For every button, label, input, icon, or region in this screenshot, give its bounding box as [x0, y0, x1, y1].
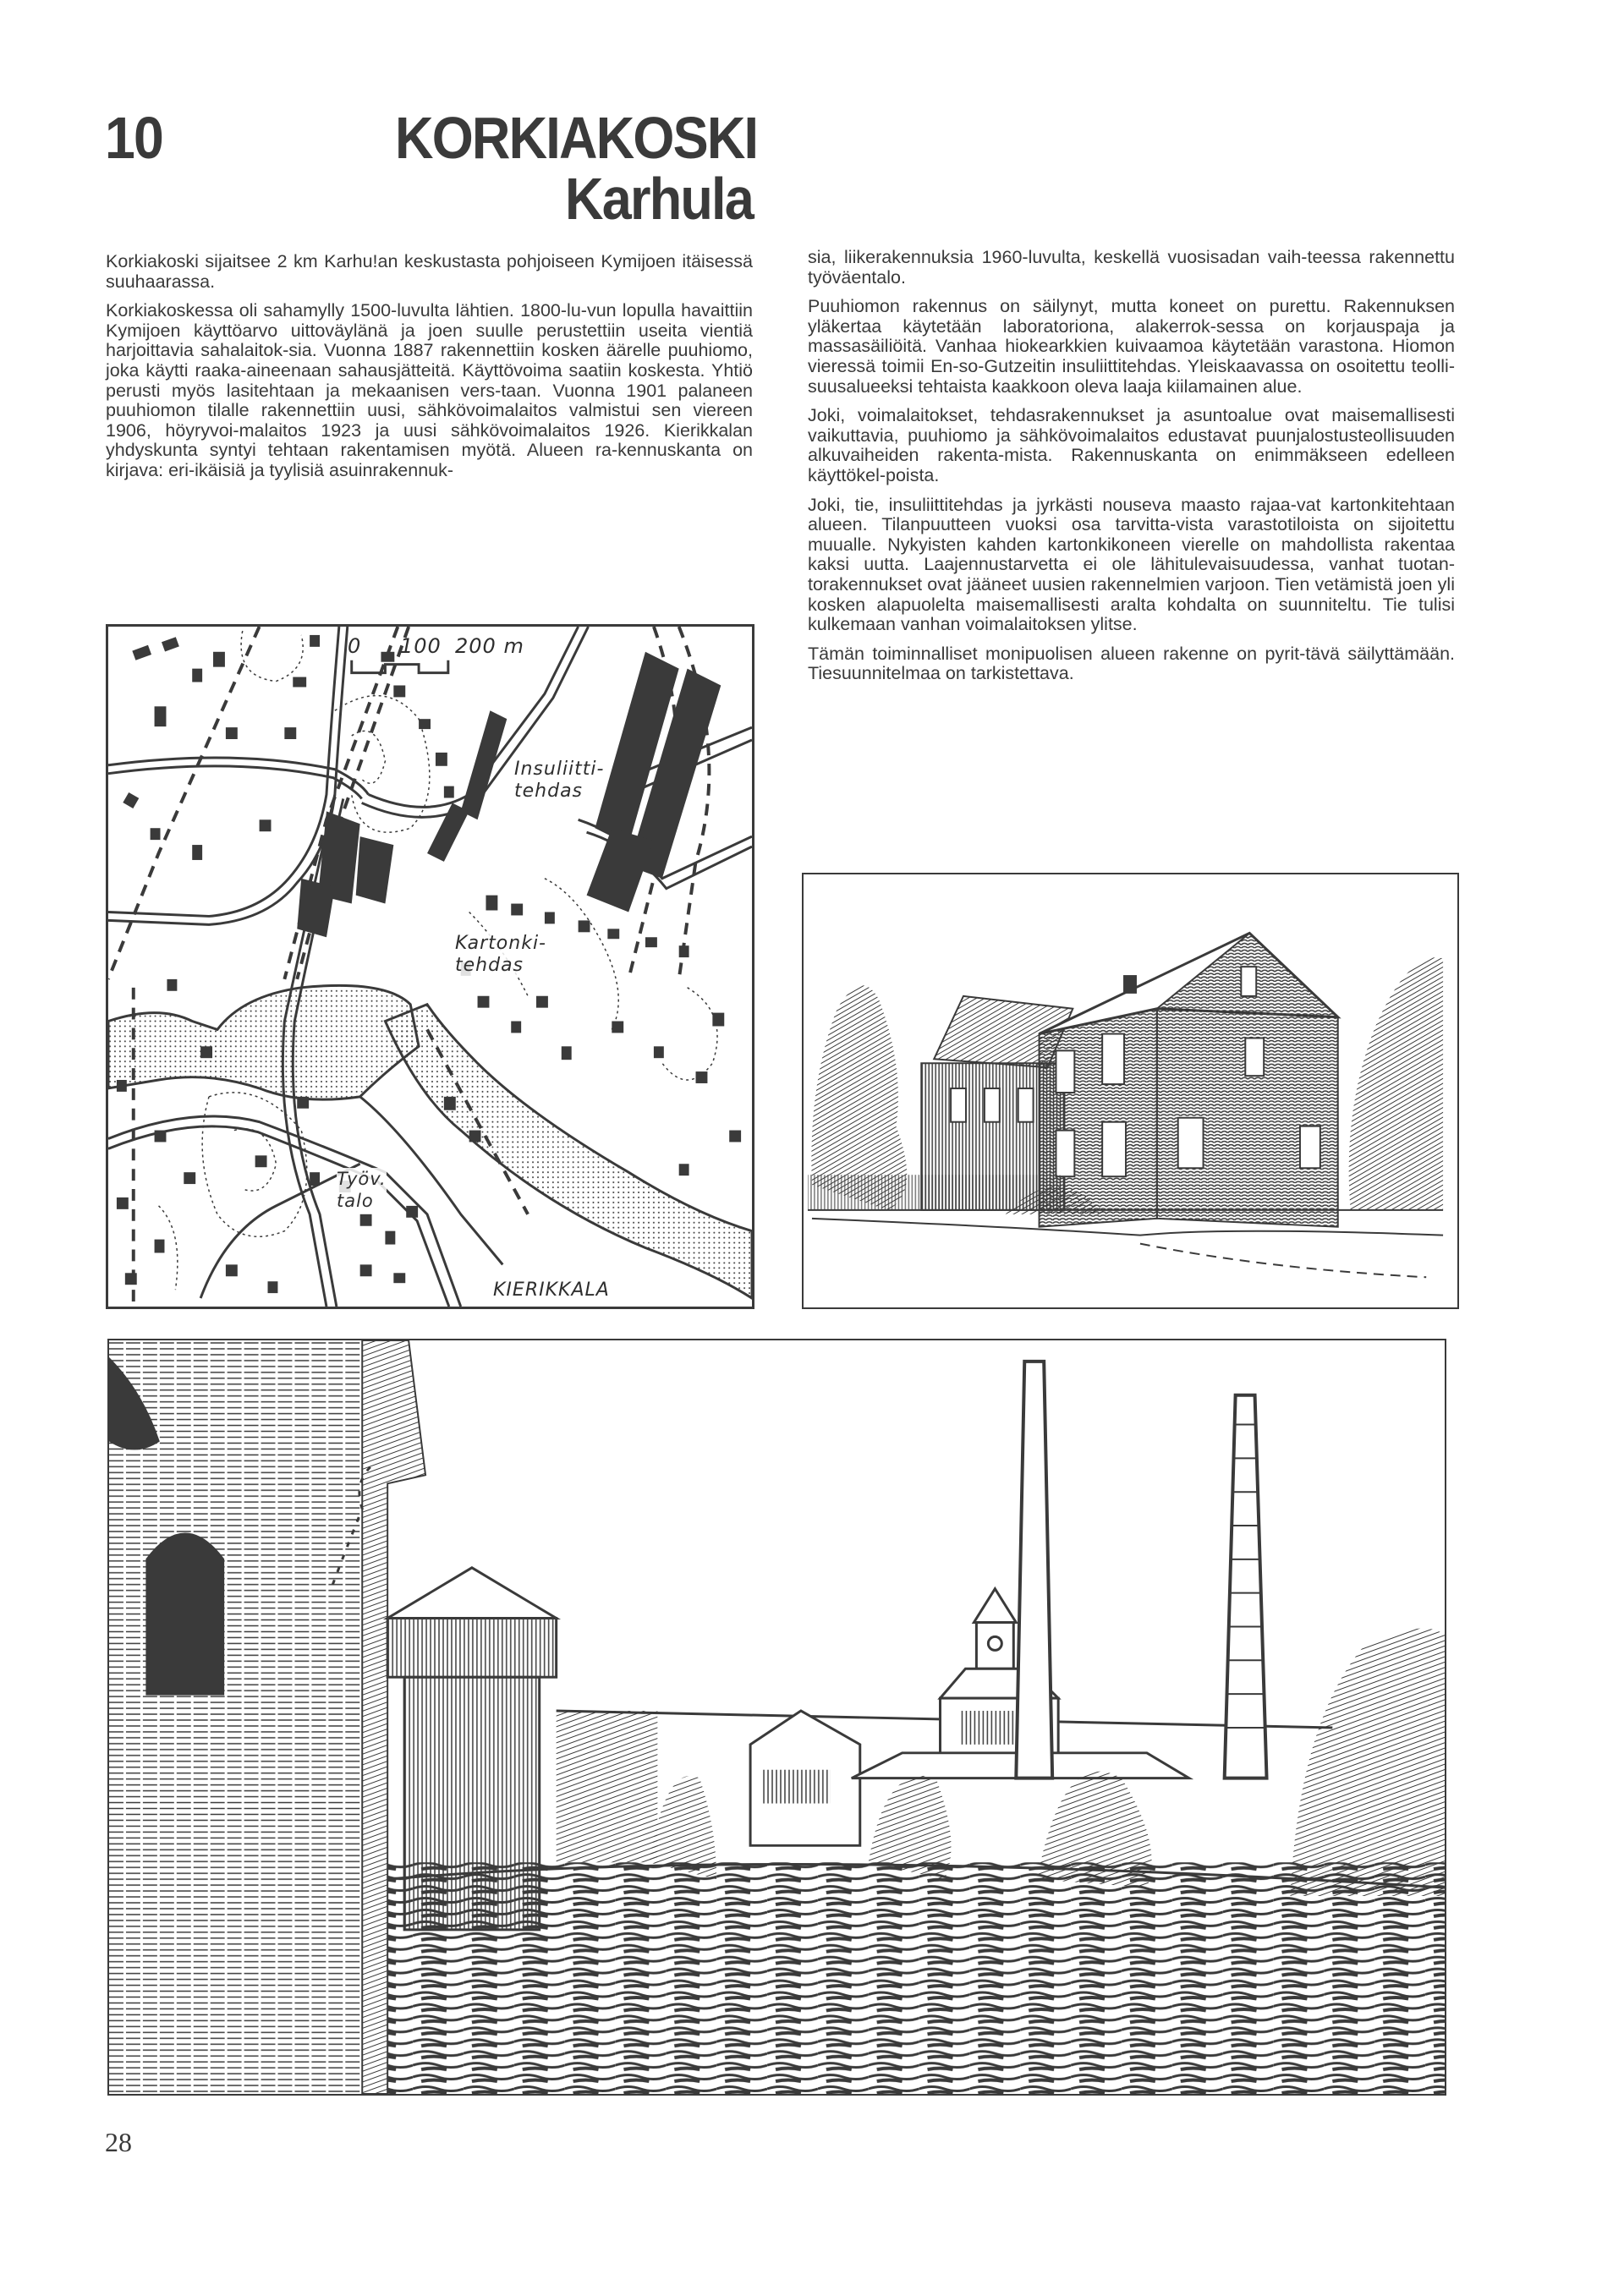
chimney-left	[1016, 1362, 1052, 1778]
text-column-right	[808, 248, 1455, 693]
building-drawing	[804, 874, 1457, 1307]
map-drawing	[108, 627, 752, 1307]
site-map	[106, 624, 754, 1309]
map-label-insuliittitehdas: Insuliitti- tehdas	[514, 759, 605, 802]
chapter-number: 10	[105, 105, 162, 171]
paragraph: sia, liikerakennuksia 1960-luvulta, keskellä vuosisadan vaih-teessa rakennettu työväentalo.	[808, 247, 1455, 288]
paragraph: Tämän toiminnalliset monipuolisen alueen rakenne on pyrit-tävä säilyttämään. Tiesuunnitelmaa on tarkistettava.	[808, 643, 1455, 684]
map-label-kierikkala: KIERIKKALA	[493, 1280, 610, 1301]
river-scene-illustration	[107, 1339, 1446, 2096]
paragraph: Korkiakoski sijaitsee 2 km Karhu!an keskustasta pohjoiseen Kymijoen itäisessä suuhaarassa.	[106, 251, 753, 292]
map-lake	[108, 985, 419, 1099]
page-number: 28	[105, 2127, 132, 2157]
chimney-right	[1225, 1395, 1267, 1778]
page-subtitle: Karhula	[565, 166, 753, 232]
page-title: KORKIAKOSKI	[395, 105, 758, 171]
paragraph: Korkiakoskessa oli sahamylly 1500-luvulta lähtien. 1800-lu-vun lopulla havaittiin Kymijoen käyttöarvo uittoväylänä ja joen suulle perustettiin useita vientiä harjoittavia sahalaitok-sia. Vuonna 1887 rakennettiin kosken äärelle puuhiomo, joka käytti raaka-aineenaan sahausjätteitä. Käyttövoima saatiin koskesta. Yhtiö perusti myös lasitehtaan ja mekaanisen vers-taan. Vuonna 1901 palaneen puuhiomon tilalle rakennettiin uusi, sähkövoimalaitos valmistui sen viereen 1906, höyryvoi-malaitos 1923 ja uusi sähkövoimalaitos 1926. Kierikkalan yhdyskunta syntyi tehtaan rakentamisen myötä. Alueen ra-kennuskanta on kirjava: eri-ikäisiä ja tyylisiä asuinrakennuk-	[106, 300, 753, 480]
river-water	[387, 1862, 1445, 2094]
paragraph: Joki, tie, insuliittitehdas ja jyrkästi nouseva maasto rajaa-vat kartonkitehtaan alueen. Tilanpuutteen vuoksi osa tarvitta-vista varastotiloista on sijoitettu muualle. Nykyisten kahden kartonkikoneen vierelle on mahdollista rakentaa kaksi uutta. Laajennustarvetta ei ole lähitulevaisuudessa, vanhat tuotan-torakennukset ovat jääneet uusien rakennelmien varjoon. Tien vetämistä joen yli kosken alapuolelta maisemallisesti aralta kohdalta on suunniteltu. Tie tulisi kulkemaan vanhan voimalaitoksen ylitse.	[808, 494, 1455, 635]
building-illustration	[802, 873, 1459, 1309]
map-factory-buildings	[297, 652, 721, 937]
map-label-kartonkitehdas: Kartonki- tehdas	[455, 933, 546, 976]
map-scale-label-200: 200 m	[455, 634, 524, 658]
text-column-left	[106, 252, 753, 490]
map-label-tyovaentalo: Työv. talo	[337, 1169, 387, 1211]
map-scale-bar	[352, 660, 448, 673]
map-scale-label-100: 100	[400, 634, 442, 658]
arched-window	[147, 1534, 223, 1694]
paragraph: Joki, voimalaitokset, tehdasrakennukset ja asuntoalue ovat maisemallisesti vaikuttavia, puuhiomo ja sähkövoimalaitos edustavat puunjalostusteollisuuden alkuvaiheiden rakenta-mista. Rakennuskanta on enimmäkseen edelleen käyttökel-poista.	[808, 405, 1455, 485]
paragraph: Puuhiomon rakennus on säilynyt, mutta koneet on purettu. Rakennuksen yläkertaa käytetään laboratoriona, alakerrok-sessa on korjauspaja ja massasäiliöitä. Vanhaa hiokearkkien kuivaamoa käytetään varastona. Hiomon vieressä toimii En-so-Gutzeitin insuliittitehdas. Yleiskaavassa on osoitettu teolli-suusalueeksi tehtaista kaakkoon oleva laaja kiilamainen alue.	[808, 296, 1455, 397]
map-scale-label-0: 0	[348, 634, 362, 658]
river-scene-drawing	[109, 1340, 1445, 2094]
tree-right	[1349, 957, 1443, 1210]
